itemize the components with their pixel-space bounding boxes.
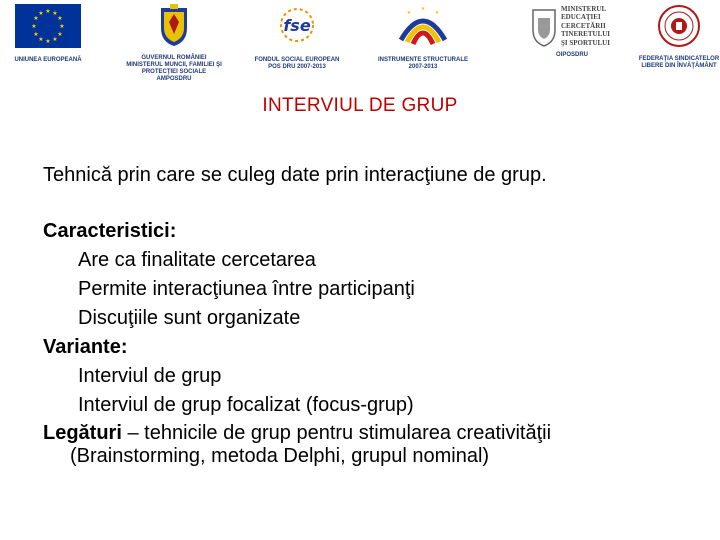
ministry-text-line: MINISTERUL (561, 4, 607, 13)
logo-caption-line: GUVERNUL ROMÂNIEI (141, 55, 207, 61)
svg-text:★: ★ (420, 6, 426, 12)
variante-item: Interviul de grup focalizat (focus-grup) (78, 394, 414, 416)
legaturi-examples: (Brainstorming, metoda Delphi, grupul nominal) (70, 445, 490, 467)
svg-text:fse: fse (283, 16, 311, 35)
eu-logo (8, 4, 88, 64)
ministry-text-line: TINERETULUI (561, 30, 611, 39)
ministry-education-icon (530, 4, 558, 48)
ministry-logo (530, 4, 620, 59)
fse-logo-icon (273, 4, 321, 46)
logo-caption: UNIUNEA EUROPEANĂ (14, 57, 82, 63)
logo-caption-line: PROTECŢIEI SOCIALE (141, 69, 207, 75)
svg-text:★: ★ (52, 36, 58, 43)
government-logo (118, 4, 230, 83)
caracteristici-item: Permite interacţiunea între participanţi (78, 278, 415, 300)
svg-text:★: ★ (57, 15, 63, 22)
fse-logo (252, 4, 342, 71)
logo-caption-line: FONDUL SOCIAL EUROPEAN (254, 57, 340, 63)
svg-text:★: ★ (52, 10, 58, 17)
legaturi-text: – tehnicile de grup pentru stimularea creativităţii (121, 422, 552, 444)
structural-instruments-logo (378, 4, 468, 71)
logo-bar (0, 0, 720, 90)
logo-caption-line: LIBERE DIN ÎNVĂŢĂMÂNT (641, 63, 717, 69)
eu-flag-icon (15, 4, 81, 48)
legaturi-line (43, 421, 551, 445)
intro-text: Tehnică prin care se culeg date prin interacţiune de grup. (43, 164, 547, 186)
logo-caption-line: 2007-2013 (408, 64, 438, 70)
logo-caption-line: INSTRUMENTE STRUCTURALE (378, 57, 468, 63)
logo-caption-line: AMPOSDRU (156, 76, 192, 82)
romania-coat-of-arms-icon (157, 4, 191, 48)
ministry-text-line: CERCETĂRII (561, 21, 606, 30)
svg-text:★: ★ (33, 31, 39, 38)
svg-text:★: ★ (33, 15, 39, 22)
svg-text:★: ★ (38, 36, 44, 43)
federation-logo (638, 4, 720, 70)
svg-text:★: ★ (434, 10, 440, 16)
svg-text:★: ★ (31, 23, 37, 30)
logo-caption-line: MINISTERUL MUNCII, FAMILIEI ŞI (126, 62, 222, 68)
variante-heading: Variante: (43, 336, 128, 358)
svg-text:★: ★ (57, 31, 63, 38)
logo-caption: OIPOSDRU (556, 52, 589, 58)
variante-item: Interviul de grup (78, 365, 222, 387)
svg-text:★: ★ (45, 38, 51, 45)
ministry-text-line: ŞI SPORTULUI (561, 38, 610, 47)
caracteristici-item: Are ca finalitate cercetarea (78, 249, 316, 271)
svg-text:★: ★ (406, 10, 412, 16)
svg-text:★: ★ (45, 8, 51, 15)
caracteristici-heading: Caracteristici: (43, 220, 177, 242)
structural-instruments-icon (395, 4, 451, 48)
svg-text:★: ★ (59, 23, 65, 30)
logo-caption-line: POS DRU 2007-2013 (268, 64, 326, 70)
legaturi-heading: Legături (43, 422, 122, 444)
ministry-text-line: EDUCAŢIEI (561, 13, 601, 22)
logo-caption-line: FEDERAŢIA SINDICATELOR (638, 56, 720, 62)
caracteristici-item: Discuţiile sunt organizate (78, 307, 301, 329)
svg-text:★: ★ (38, 10, 44, 17)
federation-seal-icon (657, 4, 701, 48)
page-title: INTERVIUL DE GRUP (262, 95, 458, 116)
